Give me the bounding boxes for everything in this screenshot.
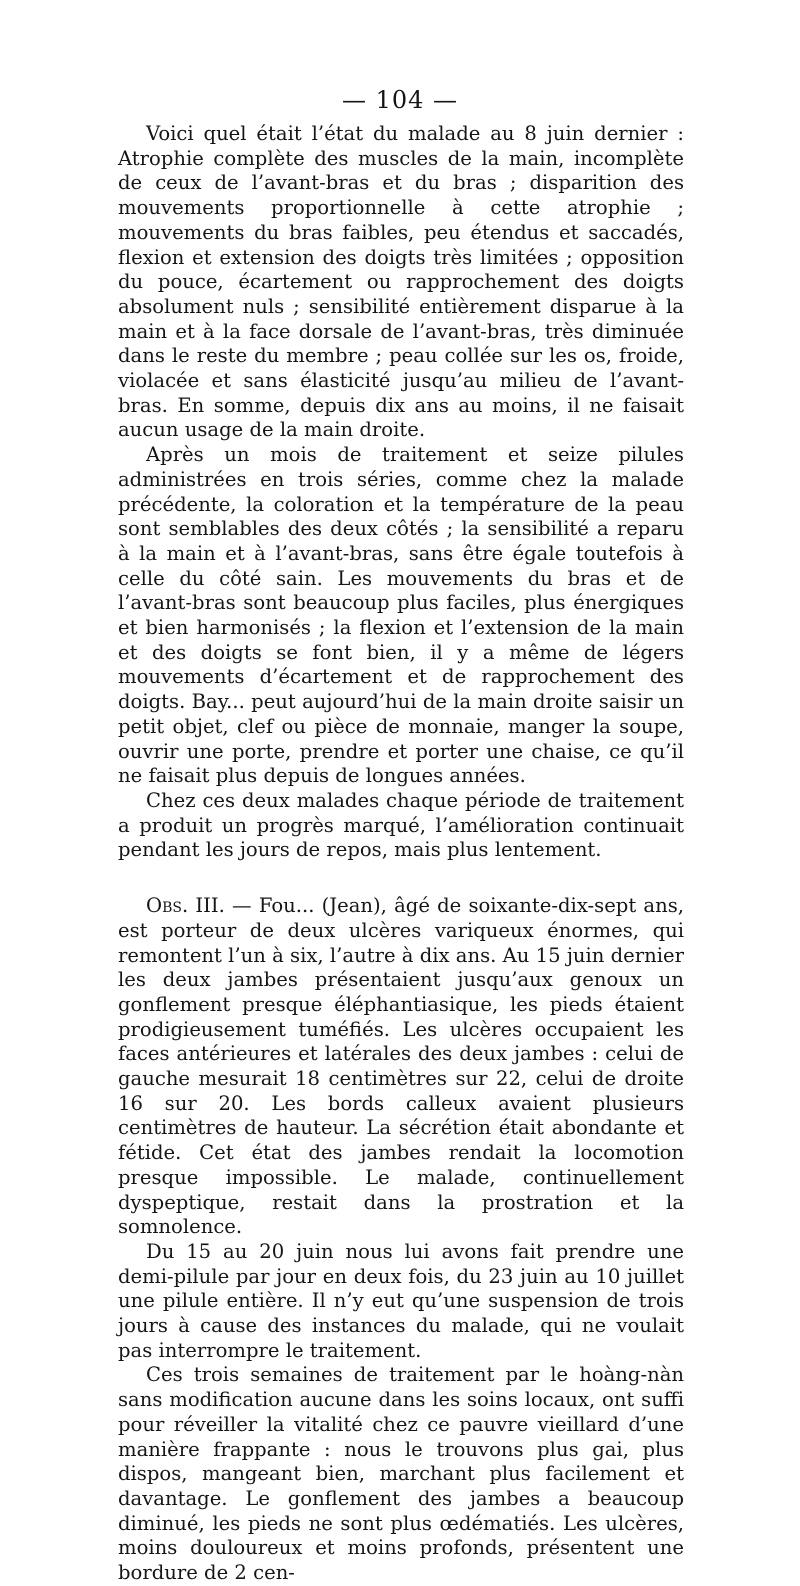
paragraph-progress-summary: Chez ces deux malades chaque période de traitement a produit un progrès marqué, l’amélioration continuait pendant les jours de repos, mais plus lentement. xyxy=(118,788,684,862)
paragraph-observation-iii xyxy=(118,894,684,1240)
observation-label: Obs. III. xyxy=(146,894,225,918)
observation-text: — Fou... (Jean), âgé de soixante-dix-sept ans, est porteur de deux ulcères variqueux énormes, qui remontent l’un à six, l’autre à dix ans. Au 15 juin dernier les deux jambes présentaient jusqu’aux genoux un gonflement presque éléphantiasique, les pieds étaient prodigieusement tuméfiés. Les ulcères occupaient les faces antérieures et latérales des deux jambes : celui de gauche mesurait 18 centimètres sur 22, celui de droite 16 sur 20. Les bords calleux avaient plusieurs centimètres de hauteur. La sécrétion était abondante et fétide. Cet état des jambes rendait la locomotion presque impossible. Le malade, continuellement dyspeptique, restait dans la prostration et la somnolence. xyxy=(118,894,684,1239)
paragraph-three-weeks: Ces trois semaines de traitement par le hoàng-nàn sans modification aucune dans les soins locaux, ont suffi pour réveiller la vitalité chez ce pauvre vieillard d’une manière frappante : nous le trouvons plus gai, plus dispos, mangeant bien, marchant plus facilement et davantage. Le gonflement des jambes a beaucoup diminué, les pieds ne sont plus œdématiés. Les ulcères, moins douloureux et moins profonds, présentent une bordure de 2 cen- xyxy=(118,1363,684,1585)
paragraph-dosage: Du 15 au 20 juin nous lui avons fait prendre une demi-pilule par jour en deux fois, du 23 juin au 10 juillet une pilule entière. Il n’y eut qu’une suspension de trois jours à cause des instances du malade, qui ne voulait pas interrompre le traitement. xyxy=(118,1239,684,1362)
paragraph-atrophy-state: Voici quel était l’état du malade au 8 juin dernier : Atrophie complète des muscles de la main, incomplète de ceux de l’avant-bras et du bras ; disparition des mouvements proportionnelle à cette atrophie ; mouvements du bras faibles, peu étendus et saccadés, flexion et extension des doigts très limitées ; opposition du pouce, écartement ou rapprochement des doigts absolument nuls ; sensibilité entièrement disparue à la main et à la face dorsale de l’avant-bras, très diminuée dans le reste du membre ; peau collée sur les os, froide, violacée et sans élasticité jusqu’au milieu de l’avant-bras. En somme, depuis dix ans au moins, il ne faisait aucun usage de la main droite. xyxy=(118,122,684,442)
page-number: — 104 — xyxy=(341,86,459,114)
body-text xyxy=(118,122,684,1586)
paragraph-treatment-results: Après un mois de traitement et seize pilules administrées en trois séries, comme chez la malade précédente, la coloration et la température de la peau sont semblables des deux côtés ; la sensibilité a reparu à la main et à l’avant-bras, sans être égale toutefois à celle du côté sain. Les mouvements du bras et de l’avant-bras sont beaucoup plus faciles, plus énergiques et bien harmonisés ; la flexion et l’extension de la main et des doigts se font bien, il y a même de légers mouvements d’écartement et de rapprochement des doigts. Bay... peut aujourd’hui de la main droite saisir un petit objet, clef ou pièce de monnaie, manger la soupe, ouvrir une porte, prendre et porter une chaise, ce qu’il ne faisait plus depuis de longues années. xyxy=(118,443,684,788)
section-gap xyxy=(118,863,684,894)
